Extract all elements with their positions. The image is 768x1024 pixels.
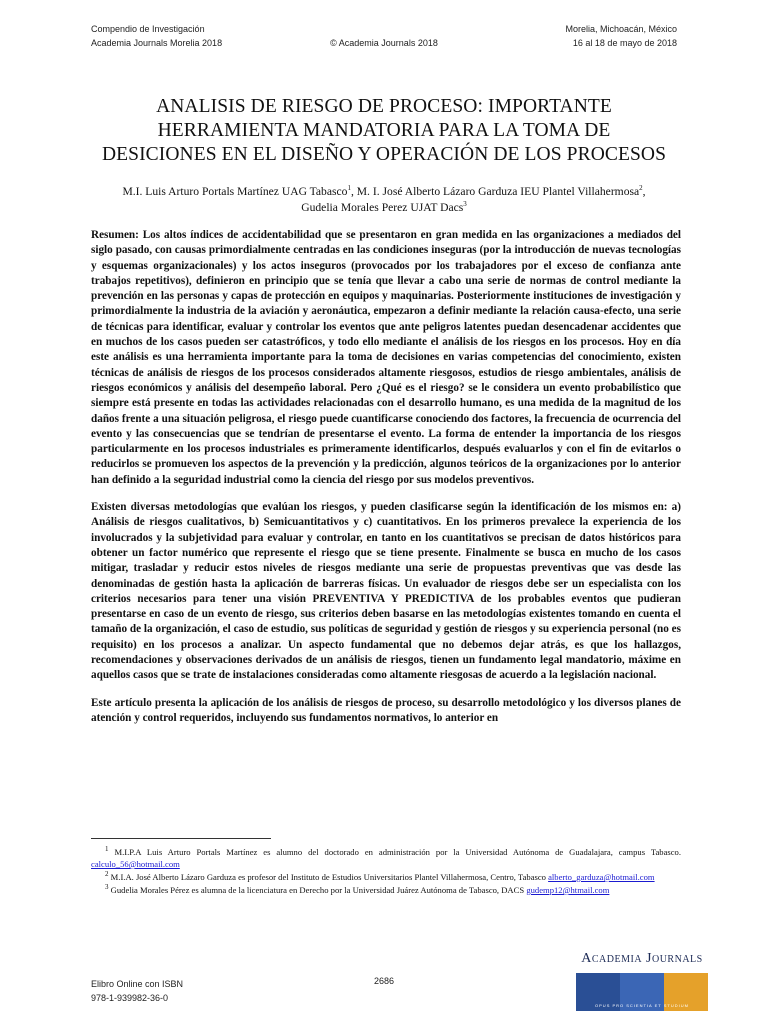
- title-line-1: ANALISIS DE RIESGO DE PROCESO: IMPORTANTE: [156, 96, 612, 117]
- footnote-2-text: M.I.A. José Alberto Lázaro Garduza es profesor del Instituto de Estudios Universitarios Plantel Villahermosa, Centro, Tabasco: [108, 872, 549, 882]
- footnote-3: [91, 884, 681, 896]
- author-list: [70, 184, 698, 216]
- logo-tagline: OPUS PRO SCIENTIA ET STUDIUM: [595, 1003, 689, 1008]
- footer-isbn-label: Elibro Online con ISBN: [91, 979, 184, 989]
- author-separator: ,: [642, 185, 646, 198]
- header-dates: 16 al 18 de mayo de 2018: [572, 38, 677, 48]
- abstract-paragraph: Resumen: Los altos índices de accidentabilidad que se presentaron en gran medida en las organizaciones a mediados del siglo pasado, con causas primordialmente centradas en las condiciones inseguras (por la introducción de nuevas tecnologías y esquemas organizacionales) y los actos inseguros (provocados por los trabajadores por el exceso de confianza ante trabajos repetitivos), definieron en principio que se tenía que llevar a cabo una serie de normas de control mediante la prevención en las personas y capas de protección en equipos y maquinarias. Posteriormente instituciones de investigación y primordialmente la industria de la aviación y aeronáutica, empezaron a definir mediante la relación causa-efecto, una serie de técnicas para identificar, evaluar y controlar los eventos que ante peligros latentes puedan desencadenar accidentes que en muchos de los casos pueden ser catastróficos, y todo ello mediante el análisis de los riesgos en los procesos. Hoy en día este análisis es una herramienta importante para la toma de decisiones en varias competencias del conocimiento, existen técnicas de análisis de riesgos de los procesos considerados altamente riesgosos, estudios de riesgo ambientales, análisis de riesgos económicos y análisis del desempeño laboral. Pero ¿Qué es el riesgo? se le considera un evento probabilístico que siempre está presente en todas las actividades relacionadas con el desarrollo humano, es una medida de la magnitud de los daños frente a una situación peligrosa, el riesgo puede cuantificarse conociendo dos factores, la frecuencia de ocurrencia del evento y las consecuencias que se tendrían de presentarse el evento. La forma de entender la importancia de los riesgos particularmente en los procesos industriales es primeramente identificarlos, después evaluarlos y con el fin de evitarlos o reducirlos se promueven los aspectos de la prevención y la predicción, algunos teóricos de la organizaciones por lo anterior han definido a la seguridad industrial como la ciencia del riesgo por sus modelos preventivos.: [91, 229, 681, 486]
- academia-journals-logo: [576, 951, 708, 1013]
- footnote-3-number: 3: [105, 883, 109, 892]
- page-number: 2686: [373, 976, 395, 986]
- footnote-2: [91, 871, 681, 883]
- footnote-3-text: Gudelia Morales Pérez es alumna de la licenciatura en Derecho por la Universidad Juárez Autónoma de Tabasco, DACS: [108, 885, 527, 895]
- footer-isbn-number: 978-1-939982-36-0: [91, 993, 169, 1003]
- footnote-1-email-link[interactable]: calculo_56@hotmail.com: [91, 859, 180, 869]
- body-paragraph-methodologies: Existen diversas metodologías que evalúan los riesgos, y pueden clasificarse según la identificación de los mismos en: a) Análisis de riesgos cualitativos, b) Semicuantitativos y c) cuantitativos. En los primeros prevalece la experiencia de los involucrados y la subjetividad para evaluar y controlar, en tanto en los cuantitativos se precisan de datos históricos para obtener un factor numérico que represente el riesgo que se tiene presente. Finalmente se busca en mucho de los casos mitigar, trasladar y reducir estos niveles de riesgos mediante una serie de propuestas preventivas que vas desde las denominadas de gestión hasta la aplicación de barreras físicas. Un evaluador de riesgos debe ser un especialista con los criterios necesarios para tener una visión PREVENTIVA Y PREDICTIVA de los probables eventos que pudieran presentarse en caso de un evento de riesgo, sus criterios deben basarse en las metodologías existentes tomando en cuenta el tamaño de la organización, el caso de estudio, sus políticas de seguridad y gestión de riesgos y su experiencia personal (no es requisito) en los procesos a analizar. Un aspecto fundamental que no debemos dejar atrás, es que los hallazgos, recomendaciones y observaciones derivados de un análisis de riesgos, tienen un fundamento legal mandatorio, máxime en aquellos casos que se trate de instalaciones consideradas como altamente riesgosas de acuerdo a la legislación nacional.: [91, 501, 681, 682]
- footnotes: [91, 846, 681, 897]
- article-body: [91, 228, 681, 738]
- footnote-divider: [91, 838, 271, 839]
- footnote-1: [91, 846, 681, 870]
- author-3-footnote-ref[interactable]: 3: [463, 200, 467, 209]
- paper-title: [60, 95, 708, 167]
- footnote-1-number: 1: [105, 845, 109, 854]
- header-copyright: © Academia Journals 2018: [330, 38, 438, 48]
- header-right: [565, 22, 677, 50]
- header-collection: Compendio de Investigación: [91, 24, 205, 34]
- footnote-3-email-link[interactable]: gudemp12@htmail.com: [526, 885, 610, 895]
- title-line-3: DESICIONES EN EL DISEÑO Y OPERACIÓN DE LOS PROCESOS: [101, 144, 667, 165]
- footnote-1-text: M.I.P.A Luis Arturo Portals Martínez es alumno del doctorado en administración por la Universidad Autónoma de Guadalajara, campus Tabasco.: [108, 847, 681, 857]
- author-2: , M. I. José Alberto Lázaro Garduza IEU Plantel Villahermosa: [350, 185, 640, 198]
- author-1-footnote-ref[interactable]: 1: [347, 184, 351, 193]
- title-line-2: HERRAMIENTA MANDATORIA PARA LA TOMA DE: [157, 120, 611, 141]
- body-paragraph-article-scope: Este artículo presenta la aplicación de los análisis de riesgos de proceso, su desarrollo metodológico y los diversos planes de atención y control requeridos, incluyendo sus fundamentos normativos, lo anterior en: [91, 696, 681, 724]
- header-event: Academia Journals Morelia 2018: [91, 38, 223, 48]
- footnote-2-email-link[interactable]: alberto_garduza@hotmail.com: [548, 872, 655, 882]
- author-2-footnote-ref[interactable]: 2: [639, 184, 643, 193]
- header-location: Morelia, Michoacán, México: [565, 24, 677, 34]
- author-3: Gudelia Morales Perez UJAT Dacs: [301, 201, 464, 214]
- author-1: M.I. Luis Arturo Portals Martínez UAG Tabasco: [122, 185, 348, 198]
- footnote-2-number: 2: [105, 870, 109, 879]
- logo-text: Academia Journals: [581, 951, 703, 966]
